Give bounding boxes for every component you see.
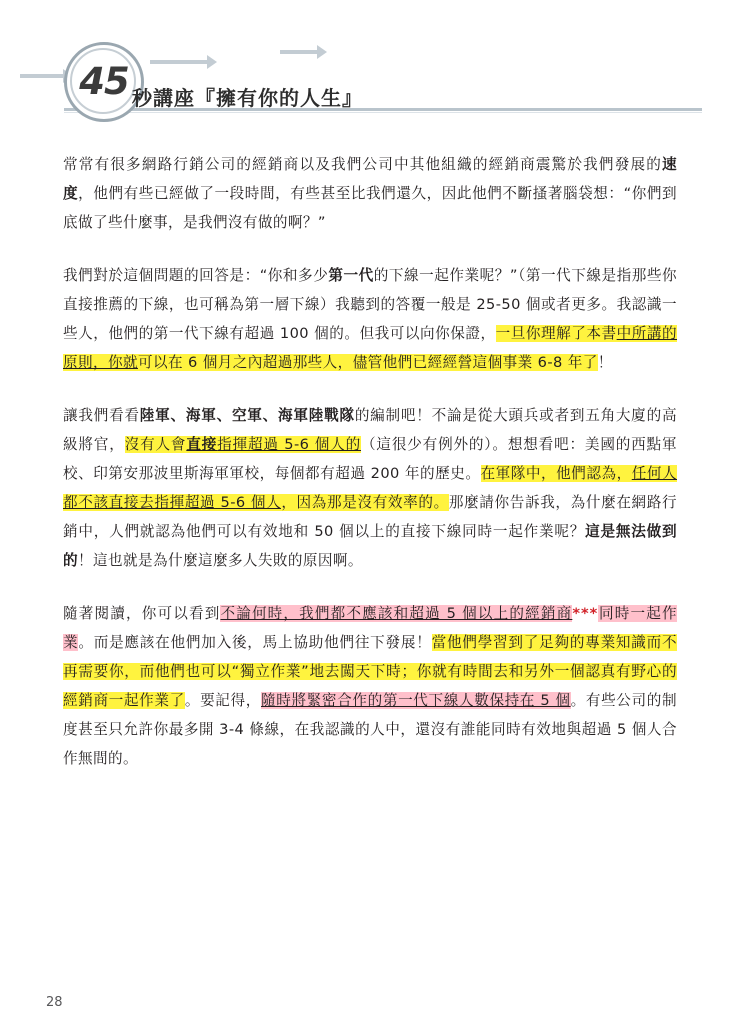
highlight-underline-run: 任何人都不該直接去指揮 [63, 465, 677, 511]
highlight-underline-run: 中所講的原則，你就 [63, 325, 677, 371]
highlight-underline-run: 指揮超過 5-6 個人的 [217, 436, 361, 453]
text-run: 隨著閱讀，你可以看到 [63, 605, 221, 622]
text-run: ！這也就是為什麼這麼多人失敗的原因啊。 [78, 552, 363, 569]
highlight-run: 闖天下時；你就有時間去和另外一個認真有野心的經銷商一起作業了 [63, 663, 677, 709]
text-run: ，他們有些已經做了一段時間，有些甚至比我們還久，因此他們不斷搔著腦袋想：“你們到底做了些什麼事，是我們沒有做的啊？” [63, 185, 677, 231]
highlight-run: 可以在 6 個月之內超過那些人，儘管他們已經經營這個事業 6-8 年了 [137, 354, 598, 371]
pink-run: 同時一起作業 [63, 605, 677, 651]
paragraph-2 [63, 261, 677, 377]
pink-underline-run: 不論何時，我們都不應該和超過 5 個以上的經銷商 [220, 605, 573, 622]
highlight-run: 學習到了足夠的專業知識而不再需要你，而他們也可以“獨立作業”地去 [63, 634, 678, 680]
arrow-right-icon [150, 60, 208, 64]
text-run: 。要記得， [184, 692, 261, 709]
highlight-underline-run: 超過 5-6 個人 [184, 494, 282, 511]
document-body [63, 150, 677, 773]
highlight-run: 在軍隊中，他們認為， [480, 465, 632, 482]
paragraph-4 [63, 599, 677, 773]
page-number: 28 [46, 995, 63, 1010]
highlight-bold-underline-run: 直接 [186, 436, 218, 453]
text-run-bold: 第一代 [328, 267, 374, 284]
text-run-bold: 這是無法做到的 [63, 523, 677, 569]
highlight-run: ，因為那是沒有效率的。 [281, 494, 449, 511]
text-run: 讓我們看看 [63, 407, 140, 424]
highlight-run: 當他們 [431, 634, 478, 651]
text-run-bold: 速度 [63, 156, 677, 202]
text-run: （這很少有例外的）。想想看吧：美國的西點軍校、印第安那波里斯海軍軍校，每個都有超過 200 年的歷史。 [63, 436, 677, 482]
highlight-run: 一旦你理解了本書 [495, 325, 617, 342]
text-run: 那麼請你告訴我，為什麼在網路行銷中，人們就認為他們可以有效地和 50 個以上的直接下線同時一起作業呢？ [63, 494, 678, 540]
text-run-bold: 陸軍、海軍、空軍、海軍陸戰隊 [139, 407, 355, 424]
header-divider-thin [64, 112, 702, 113]
header-number: 45 [79, 60, 129, 103]
arrow-right-icon [280, 50, 318, 54]
pink-underline-run: 隨時將緊密合作的第一代下線人數保持在 5 個 [261, 692, 571, 709]
text-run: 。有些公司的制度甚至只允許你最多開 3-4 條線，在我認識的人中，還沒有誰能同時有效地與超過 5 個人合作無間的。 [63, 692, 677, 767]
text-run: 的編制吧！不論是從大頭兵或者到五角大廈的高級將官， [63, 407, 677, 453]
text-run: ！ [597, 354, 613, 371]
page-header [0, 30, 740, 110]
emphasis-stars: *** [572, 605, 599, 622]
text-run: 。而是應該在他們加入後，馬上協助他們往下發展！ [78, 634, 432, 651]
header-title: 秒講座『擁有你的人生』 [132, 86, 363, 110]
highlight-run: 沒有人會 [124, 436, 187, 453]
paragraph-3 [63, 401, 677, 575]
text-run: 我們對於這個問題的回答是：“你和多少 [63, 267, 329, 284]
arrow-right-icon [20, 74, 64, 78]
paragraph-1 [63, 150, 677, 237]
text-run: 的下線一起作業呢？”（第一代下線是指那些你直接推薦的下線，也可稱為第一層下線）我聽到的答覆一般是 25-50 個或者更多。我認識一些人，他們的第一代下線有超過 100 個的。但我可以向你保證， [63, 267, 678, 342]
text-run: 常常有很多網路行銷公司的經銷商以及我們公司中其他組織的經銷商震驚於我們發展的 [63, 156, 662, 173]
